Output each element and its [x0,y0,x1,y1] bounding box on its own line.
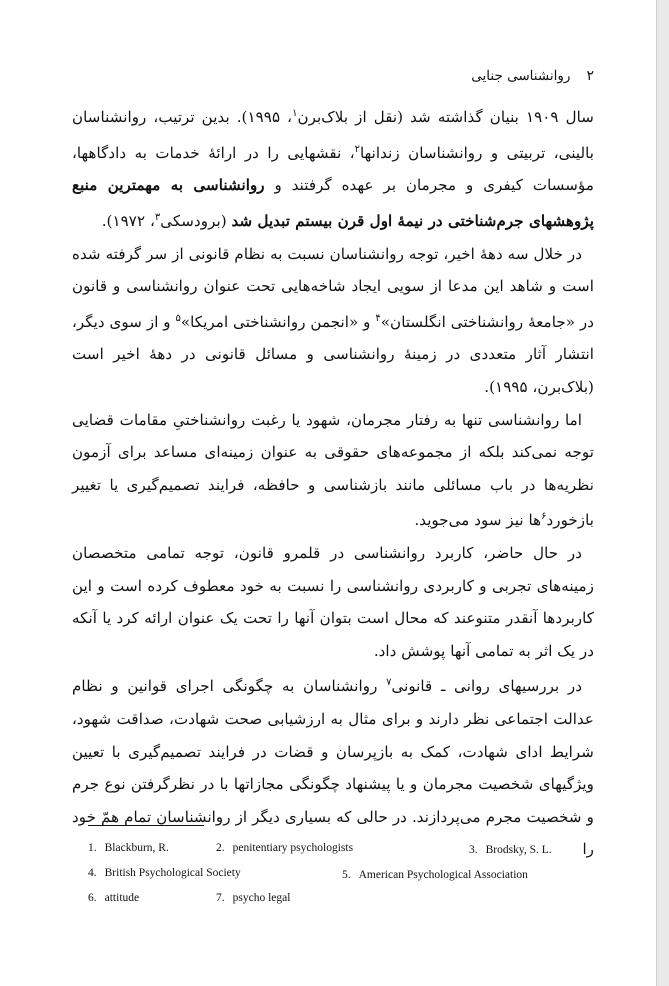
footnote-number: 6. [88,892,97,904]
footnote-3 [469,844,552,856]
footnote-7 [216,892,290,904]
text-run: ، ۱۹۹۵). بدین ترتیب، روانشناسان بالینی، تربیتی و روانشناسان زندانها [72,108,594,162]
footnote-4 [88,867,241,879]
footnote-number: 5. [342,869,351,881]
footnote-1 [88,842,169,854]
page-number: ۲ [586,68,594,84]
footnote-marker: ۴ [375,312,381,324]
footnote-number: 2. [216,842,225,854]
footnote-2 [216,842,353,854]
text-run: سال ۱۹۰۹ بنیان گذاشته شد (نقل از بلاک‌برن [297,108,595,127]
text-run: در خلال سه دههٔ اخیر، توجه روانشناسان نسبت به نظام قانونی از سر گرفته شده است و شاهد این مدعا از سویی ایجاد شاخه‌هایی تحت عنوان روانشناسی و قانون در «جامعهٔ روانشناختی انگلستان» [72,244,594,331]
text-run: اما روانشناسی تنها به رفتار مجرمان، شهود یا رغبت روانشناختیِ مقامات قضایی توجه نمی‌کند بلکه از مجموعه‌های حقوقی به عنوان زمینه‌ای مساعد برای آزمون نظریه‌ها در باب مسائلی مانند بازشناسی و حافظه، فرایند تصمیم‌گیری یا تغییر بازخورد [72,410,594,530]
text-run: و از سوی دیگر، انتشار آثار متعددی در زمینهٔ روانشناسی و مسائل قانونی در دههٔ اخیر است (بلاک‌برن، ۱۹۹۵). [72,312,594,396]
footnote-marker: ۳ [154,211,161,223]
footnote-marker: ۶ [541,511,547,523]
text-run: در حال حاضر، کاربرد روانشناسی در قلمرو قانون، توجه تمامی متخصصان زمینه‌های تجربی و کاربردی روانشناسی را نسبت به خود معطوف کرده است و این کاربردها آنقدر متنوعند که محال است بتوان آنها را تحت یک عنوان ارائه کرد یا آنکه در یک اثر به تمامی آنها پوشش داد. [72,544,594,660]
paragraph [72,238,594,404]
paragraph [72,537,594,667]
text-run: ها نیز سود می‌جوید. [414,511,542,530]
paragraph [72,98,594,238]
footnote-text: American Psychological Association [358,869,528,881]
text-run: ، نقشهایی را در ارائهٔ خدمات به دادگاهها، مؤسسات کیفری و مجرمان بر عهده گرفتند و [72,143,595,195]
footnotes [88,842,588,912]
footnote-text: psycho legal [232,892,291,904]
text-run: (برودسکی [160,211,232,230]
footnote-divider [88,825,204,826]
bold-text: روانشناسی به مهمترین منبع پژوهشهای جرم‌شناختی در نیمهٔ اول قرن بیستم تبدیل شد [72,176,594,230]
footnote-marker: ۵ [175,312,181,324]
text-run: ، ۱۹۷۲). [101,211,155,230]
footnote-number: 3. [469,844,478,856]
footnote-6 [88,892,139,904]
running-header [471,68,594,84]
footnote-text: attitude [104,892,140,904]
running-title: روانشناسی جنایی [471,68,571,84]
text-run: در بررسیهای روانی ـ قانونی [391,677,583,696]
paragraph [72,667,594,866]
footnote-number: 7. [216,892,225,904]
footnote-5 [342,869,528,881]
text-run: روانشناسان به چگونگی اجرای قوانین و نظام عدالت اجتماعی نظر دارند و برای مثال به ارزشیابی صحت شهادت، صداقت شهود، شرایط ادای شهادت، کمک به بازپرسان و قضات در فرایند تصمیم‌گیری با تعیین ویژگیهای شخصیت مجرمان و یا پیشنهاد چگونگی مجازاتها با در نظرگرفتن نوع جرم و شخصیت مجرم می‌پردازند. در حالی که بسیاری دیگر از روانشناسان تمام همّ خود را [72,677,594,859]
footnote-number: 1. [88,842,97,854]
footnote-text: Brodsky, S. L. [485,844,552,856]
paragraph [72,404,594,537]
footnote-text: penitentiary psychologists [232,842,354,854]
footnote-marker: ۱ [292,108,298,119]
footnote-marker: ۲ [354,143,361,155]
footnote-text: British Psychological Society [104,867,241,879]
footnote-marker: ۷ [386,677,392,689]
text-run: و «انجمن روانشناختی امریکا» [180,312,376,331]
body-text [72,98,594,866]
footnote-number: 4. [88,867,97,879]
footnote-text: Blackburn, R. [104,842,169,854]
